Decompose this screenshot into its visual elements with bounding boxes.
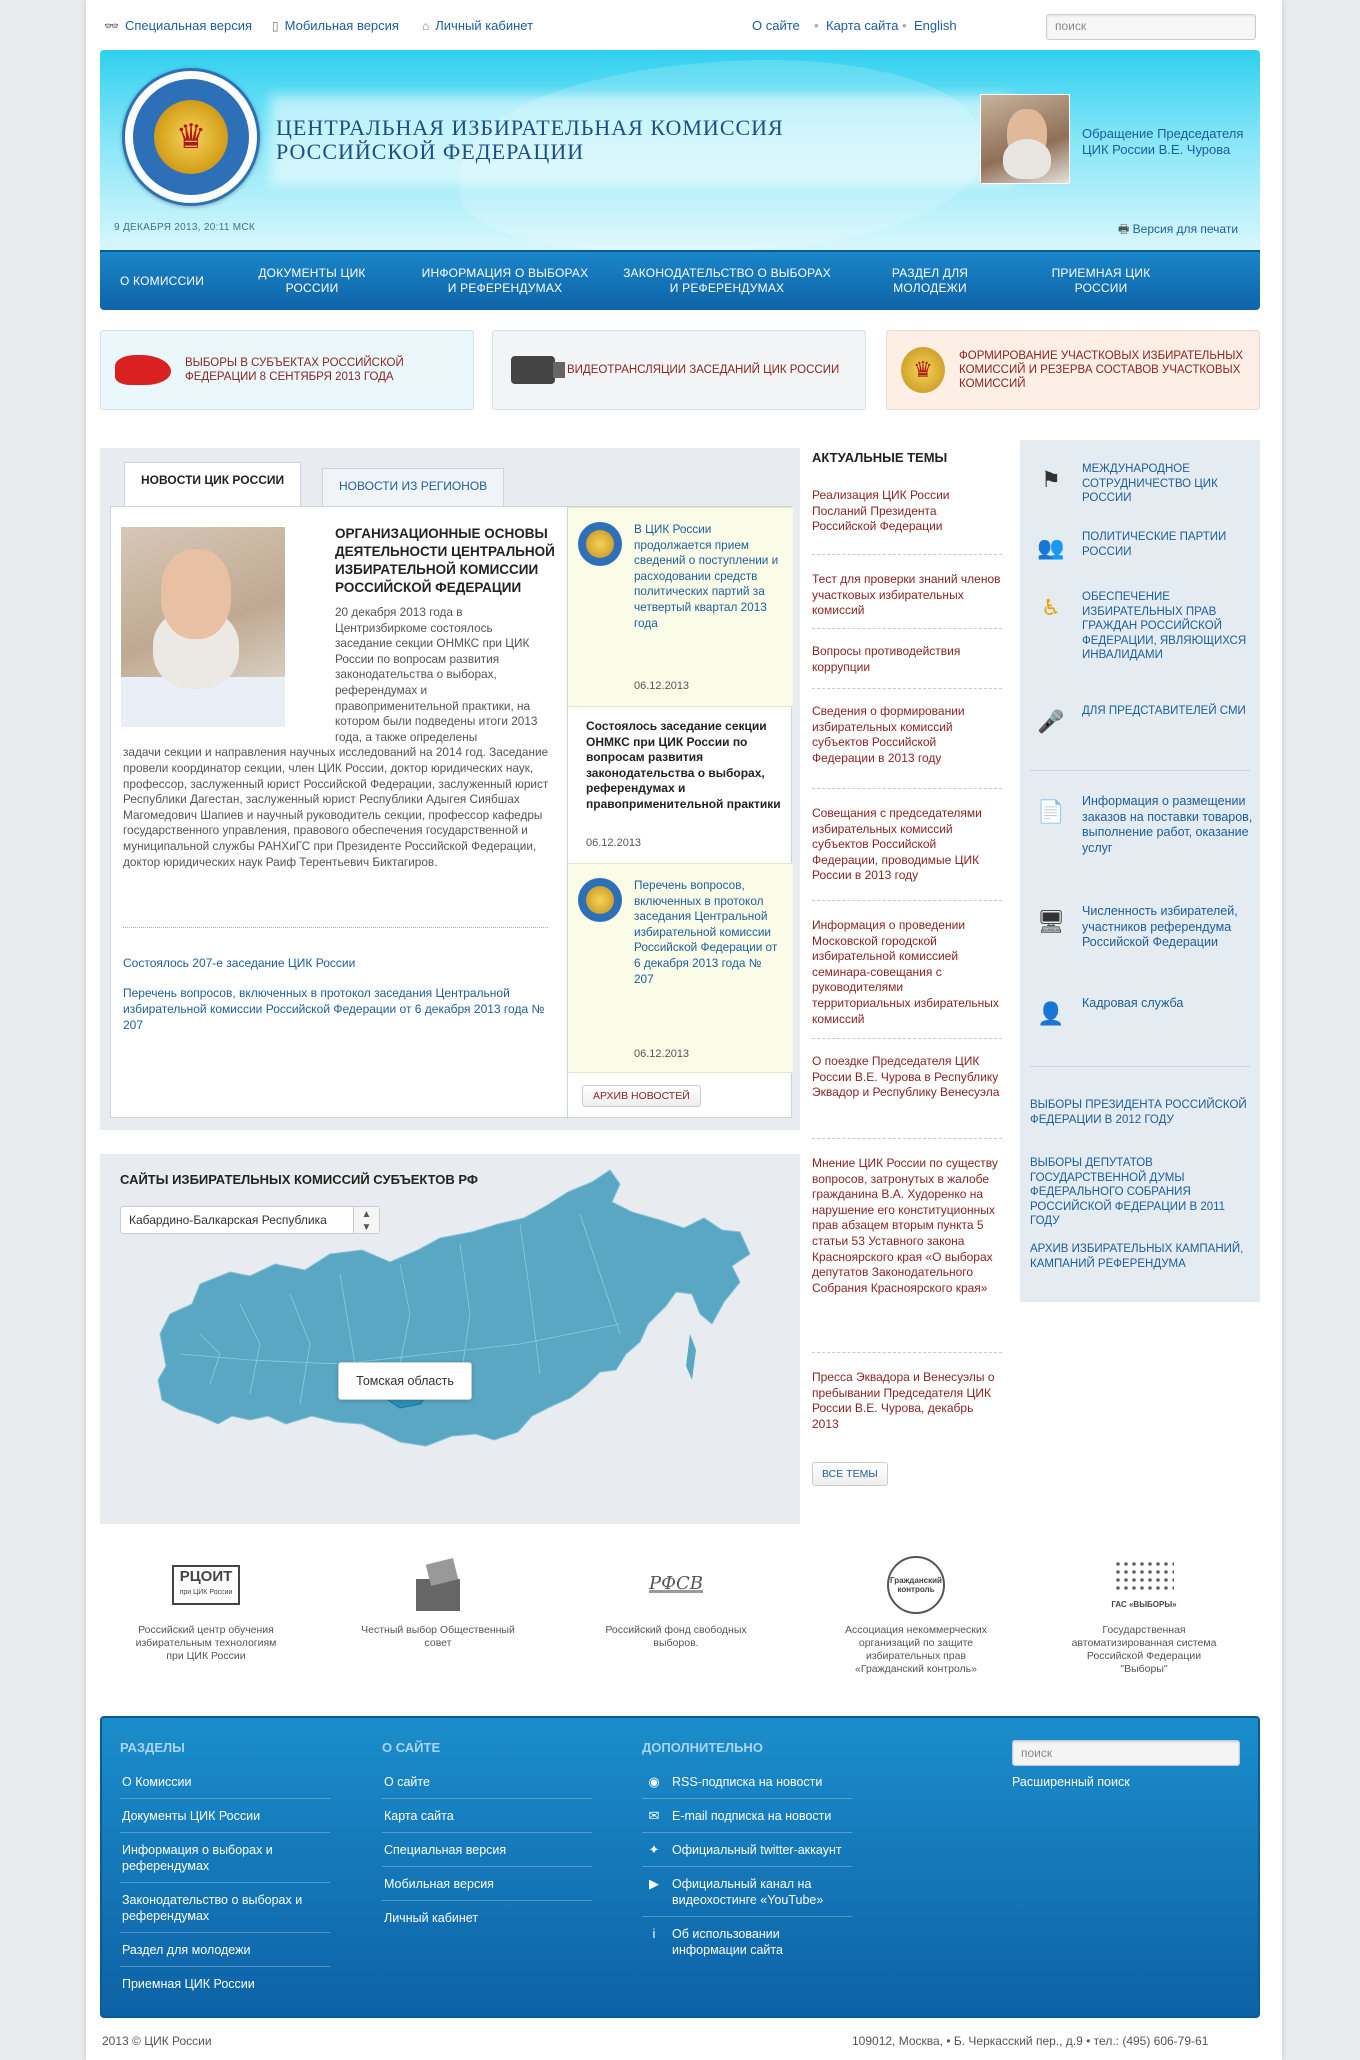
banner-elections-regions[interactable] (100, 330, 474, 410)
topic-link[interactable]: Информация о проведении Московской городской избирательной комиссией семинара-совещания с руководителями территориальных избирательных комиссий (812, 918, 999, 1026)
page (86, 0, 1282, 2060)
gas-vybory-logo: ГАС «ВЫБОРЫ» (1064, 1556, 1224, 1614)
civil-control-logo: Гражданский контроль (836, 1556, 996, 1614)
footer-link[interactable]: О сайте (384, 1775, 430, 1789)
chairman-address-link[interactable]: Обращение Председателя ЦИК России В.Е. Чурова (1082, 126, 1244, 157)
main-news-text (123, 605, 553, 870)
mobile-version-link[interactable] (272, 18, 399, 33)
phone-icon: ▯ (272, 18, 279, 33)
banner-label: ФОРМИРОВАНИЕ УЧАСТКОВЫХ ИЗБИРАТЕЛЬНЫХ КОМИССИЙ И РЕЗЕРВА СОСТАВОВ УЧАСТКОВЫХ КОМИССИЙ (959, 350, 1244, 390)
rss-icon: ◉ (648, 1774, 660, 1789)
topic-link[interactable]: О поездке Председателя ЦИК России В.Е. Чурова в Республику Эквадор и Республику Венесуэла (812, 1054, 1000, 1100)
sidebar-item-label: ОБЕСПЕЧЕНИЕ ИЗБИРАТЕЛЬНЫХ ПРАВ ГРАЖДАН РОССИЙСКОЙ ФЕДЕРАЦИИ, ЯВЛЯЮЩИХСЯ ИНВАЛИДАМИ (1082, 591, 1247, 661)
nav-item-6[interactable]: ПРИЕМНАЯ ЦИК РОССИИ (1051, 266, 1151, 295)
topic-link[interactable]: Сведения о формировании избирательных комиссий субъектов Российской Федерации в 2013 году (812, 704, 965, 765)
printer-icon: 🖶 (1118, 222, 1130, 236)
main-news-text-b: задачи секции и направления научных исследований на 2014 год. Заседание провели координатор секции, член ЦИК России, доктор юридических наук, профессор, заслуженный юрист Российской Федерации, заслуженный юрист Республики Дагестан, заслуженный юрист Республики Адыгея Сиябшах Магомедович Шапиев и научный руководитель секции, профессор кафедры государственного управления, правового обеспечения государственной и муниципальной службы РАНХиГС при Президенте Российской Федерации, доктор юридических наук Раиф Терентьевич Биктагиров. (123, 745, 549, 869)
sidebar-item-international[interactable] (1032, 462, 1254, 506)
news-archive-button[interactable]: АРХИВ НОВОСТЕЙ (582, 1085, 701, 1107)
partner-caption: Ассоциация некоммерческих организаций по защите избирательных прав «Гражданский контроль» (844, 1624, 987, 1675)
nav-item-2[interactable]: ДОКУМЕНТЫ ЦИК РОССИИ (258, 266, 366, 295)
footer-link[interactable]: Официальный twitter-аккаунт (672, 1843, 842, 1857)
cec-seal-icon (578, 522, 622, 566)
nav-item-5[interactable]: РАЗДЕЛ ДЛЯ МОЛОДЕЖИ (891, 266, 969, 295)
twitter-icon: ✦ (648, 1842, 660, 1857)
partner-caption: Государственная автоматизированная система Российской Федерации "Выборы" (1071, 1624, 1217, 1675)
tab-regional-news[interactable]: НОВОСТИ ИЗ РЕГИОНОВ (322, 468, 504, 506)
sitemap-link[interactable] (826, 18, 898, 33)
footer-heading-extra: ДОПОЛНИТЕЛЬНО (642, 1740, 763, 1755)
footer-link[interactable]: Приемная ЦИК России (122, 1977, 255, 1991)
side-news-date: 06.12.2013 (634, 1048, 690, 1060)
side-news-title[interactable]: Состоялось заседание секции ОНМКС при ЦИК России по вопросам развития законодательства о выборах, референдумах и правоприменительной практики (586, 719, 781, 811)
people-icon: 👥 (1037, 535, 1065, 560)
footer-link[interactable]: Законодательство о выборах и референдумах (122, 1893, 303, 1923)
partner-rcoit[interactable] (126, 1556, 286, 1663)
footer-link[interactable]: Официальный канал на видеохостинге «YouTube» (672, 1877, 824, 1907)
sidebar-item-disabled[interactable] (1032, 590, 1254, 663)
flags-icon: ⚑ (1041, 467, 1061, 492)
news-content (110, 506, 792, 1118)
user-icon: ⌂ (422, 18, 430, 33)
sidebar-link-archive[interactable]: АРХИВ ИЗБИРАТЕЛЬНЫХ КАМПАНИЙ, КАМПАНИЙ РЕФЕРЕНДУМА (1030, 1243, 1244, 1270)
footer-link[interactable]: E-mail подписка на новости (672, 1809, 832, 1823)
side-news-date: 06.12.2013 (634, 680, 690, 692)
select-arrows-icon: ▲ ▼ (353, 1207, 379, 1233)
all-topics-button[interactable]: ВСЕ ТЕМЫ (812, 1462, 888, 1486)
sakhalin-island (686, 1334, 696, 1380)
print-label: Версия для печати (1132, 222, 1239, 236)
sidebar-item-label: Численность избирателей, участников референдума Российской Федерации (1082, 904, 1238, 950)
tab-cec-news[interactable]: НОВОСТИ ЦИК РОССИИ (124, 462, 301, 508)
topic-link[interactable]: Мнение ЦИК России по существу вопросов, затронутых в жалобе гражданина В.А. Худоренко на нарушение его конституционных прав абзацем вторым пункта 5 статьи 53 Уставного закона Красноярского края «О выборах депутатов Законодательного Собрания Красноярского края» (812, 1156, 998, 1295)
mobile-version-label: Мобильная версия (284, 18, 399, 33)
advanced-search-link[interactable]: Расширенный поиск (1012, 1775, 1130, 1789)
site-title-line2: РОССИЙСКОЙ ФЕДЕРАЦИИ (276, 139, 585, 164)
top-search-input[interactable]: поиск (1046, 14, 1256, 40)
footer-link[interactable]: Специальная версия (384, 1843, 507, 1857)
nav-item-4[interactable]: ЗАКОНОДАТЕЛЬСТВО О ВЫБОРАХ И РЕФЕРЕНДУМАХ (623, 266, 831, 295)
cec-seal-icon (578, 878, 622, 922)
banner-commissions[interactable] (886, 330, 1260, 410)
sidebar-item-hr[interactable] (1032, 996, 1254, 1032)
site-header (100, 50, 1260, 250)
util-dot: • (814, 18, 819, 33)
sidebar-item-label: Информация о размещении заказов на поставки товаров, выполнение работ, оказание услуг (1082, 794, 1253, 855)
side-news-item[interactable] (568, 507, 793, 707)
glasses-icon: 👓 (104, 18, 119, 33)
chairman-photo[interactable] (980, 94, 1070, 184)
main-news-text-a: 20 декабря 2013 года в Центризбиркоме состоялось заседание секции ОНМКС при ЦИК России по вопросам развития законодательства о выборах, референдумах и правоприменительной практики, на котором были подведены итоги 2013 года, а также определены (335, 605, 538, 744)
sitemap-label: Карта сайта (826, 18, 899, 33)
util-dot: • (902, 18, 907, 33)
sidebar-item-parties[interactable] (1032, 530, 1254, 566)
footer-link[interactable]: Раздел для молодежи (122, 1943, 251, 1957)
rcoit-logo: РЦОИТ при ЦИК России (126, 1556, 286, 1614)
main-news-title[interactable]: ОРГАНИЗАЦИОННЫЕ ОСНОВЫ ДЕЯТЕЛЬНОСТИ ЦЕНТРАЛЬНОЙ ИЗБИРАТЕЛЬНОЙ КОМИССИИ РОССИЙСКОЙ ФЕДЕРАЦИИ (335, 526, 555, 595)
current-date: 9 ДЕКАБРЯ 2013, 20:11 МСК (114, 222, 256, 233)
sidebar-item-procurement[interactable] (1032, 794, 1254, 856)
sidebar-item-label: ДЛЯ ПРЕДСТАВИТЕЛЕЙ СМИ (1082, 705, 1246, 717)
sidebar-link-president-2012[interactable]: ВЫБОРЫ ПРЕЗИДЕНТА РОССИЙСКОЙ ФЕДЕРАЦИИ В 2012 ГОДУ (1030, 1099, 1247, 1126)
regions-map-panel (100, 1154, 800, 1524)
monitor-icon: 🖥 (1037, 909, 1065, 934)
side-news-date: 06.12.2013 (586, 837, 642, 849)
site-title[interactable] (276, 116, 784, 164)
topic-link[interactable]: Пресса Эквадора и Венесуэлы о пребывании Председателя ЦИК России В.Е. Чурова, декабрь 2013 (812, 1370, 995, 1431)
special-version-label: Специальная версия (124, 18, 252, 33)
about-label: О сайте (752, 18, 800, 33)
sidebar-item-label: ПОЛИТИЧЕСКИЕ ПАРТИИ РОССИИ (1082, 531, 1227, 558)
partner-gas-vybory[interactable] (1064, 1556, 1224, 1676)
topic-link[interactable]: Совещания с председателями избирательных комиссий субъектов Российской Федерации, проводимые ЦИК России в 2013 году (812, 806, 982, 883)
ballot-box-logo (358, 1556, 518, 1614)
contact-address: 109012, Москва, • Б. Черкасский пер., д.9 • тел.: (495) 606-79-61 (852, 2034, 1209, 2048)
news-link-207[interactable]: Состоялось 207-е заседание ЦИК России (123, 956, 356, 970)
nav-item-1[interactable]: О КОМИССИИ (119, 273, 205, 288)
footer-heading-sections: РАЗДЕЛЫ (120, 1740, 185, 1755)
nav-item-3[interactable]: ИНФОРМАЦИЯ О ВЫБОРАХ И РЕФЕРЕНДУМАХ (421, 266, 589, 295)
topic-link[interactable]: Тест для проверки знаний членов участковых избирательных комиссий (812, 572, 1001, 618)
footer-search-input[interactable]: поиск (1012, 1740, 1240, 1766)
partner-caption: Честный выбор Общественный совет (361, 1624, 515, 1649)
footer (100, 1716, 1260, 2018)
side-news-text: Перечень вопросов, включенных в протокол заседания Центральной избирательной комиссии Российской Федерации от 6 декабря 2013 года № 207 (634, 878, 778, 986)
footer-link[interactable]: Личный кабинет (384, 1911, 479, 1925)
cabinet-label: Личный кабинет (435, 18, 534, 33)
camera-icon (511, 356, 555, 384)
footer-link[interactable]: Информация о выборах и референдумах (122, 1843, 273, 1873)
cec-seal-logo[interactable] (122, 68, 260, 206)
info-icon: i (652, 1926, 656, 1941)
partner-free-elections-fund[interactable] (596, 1556, 756, 1650)
microphone-icon: 🎤 (1037, 709, 1065, 734)
topic-link[interactable]: Вопросы противодействия коррупции (812, 644, 961, 674)
sidebar-item-label: МЕЖДУНАРОДНОЕ СОТРУДНИЧЕСТВО ЦИК РОССИИ (1082, 463, 1218, 504)
footer-link[interactable]: Документы ЦИК России (122, 1809, 261, 1823)
russia-map[interactable] (100, 1154, 800, 1524)
banner-label: ВИДЕОТРАНСЛЯЦИИ ЗАСЕДАНИЙ ЦИК РОССИИ (567, 364, 840, 376)
site-title-line1: ЦЕНТРАЛЬНАЯ ИЗБИРАТЕЛЬНАЯ КОМИССИЯ (276, 115, 784, 140)
copyright: 2013 © ЦИК России (102, 2034, 212, 2048)
cabinet-link[interactable] (422, 18, 533, 33)
youtube-icon: ▶ (649, 1876, 659, 1891)
map-region-tooltip: Томская область (338, 1362, 472, 1400)
sidebar-item-voters-count[interactable] (1032, 904, 1254, 951)
document-icon: 📄 (1037, 799, 1065, 824)
topics-title: АКТУАЛЬНЫЕ ТЕМЫ (812, 450, 948, 465)
partner-caption: Российский фонд свободных выборов. (605, 1624, 747, 1649)
banner-label: ВЫБОРЫ В СУБЪЕКТАХ РОССИЙСКОЙ ФЕДЕРАЦИИ 8 СЕНТЯБРЯ 2013 ГОДА (185, 357, 404, 383)
coat-of-arms-icon: ♛ (901, 347, 945, 393)
footer-link[interactable]: Мобильная версия (384, 1877, 494, 1891)
sidebar-item-media[interactable] (1032, 704, 1254, 740)
map-title: САЙТЫ ИЗБИРАТЕЛЬНЫХ КОМИССИЙ СУБЪЕКТОВ РФ (120, 1172, 479, 1187)
sidebar-link-duma-2011[interactable]: ВЫБОРЫ ДЕПУТАТОВ ГОСУДАРСТВЕННОЙ ДУМЫ ФЕДЕРАЛЬНОГО СОБРАНИЯ РОССИЙСКОЙ ФЕДЕРАЦИИ В 2011 ГОДУ (1030, 1157, 1226, 1227)
footer-link[interactable]: Об использовании информации сайта (672, 1927, 783, 1957)
side-news-text: В ЦИК России продолжается прием сведений о поступлении и расходовании средств политических партий за четвертый квартал 2013 года (634, 522, 779, 630)
special-version-link[interactable] (104, 18, 252, 33)
partner-civil-control[interactable] (836, 1556, 996, 1676)
news-side-list (567, 507, 793, 1119)
english-link[interactable] (914, 18, 957, 33)
news-link-protocol[interactable]: Перечень вопросов, включенных в протокол заседания Центральной избирательной комиссии Российской Федерации от 6 декабря 2013 года № 207 (123, 986, 545, 1032)
print-version-link[interactable] (1118, 220, 1238, 241)
russia-map-icon (115, 355, 171, 385)
banner-video[interactable] (492, 330, 866, 410)
sidebar-item-label: Кадровая служба (1082, 996, 1184, 1010)
side-news-item[interactable] (568, 863, 793, 1073)
english-label: English (914, 18, 957, 33)
footer-link[interactable]: RSS-подписка на новости (672, 1775, 823, 1789)
mail-icon: ✉ (648, 1808, 660, 1823)
topic-link[interactable]: Реализация ЦИК России Посланий Президента Российской Федерации (812, 488, 950, 534)
wheelchair-icon: ♿ (1041, 595, 1061, 620)
region-select-value: Кабардино-Балкарская Республика (129, 1213, 327, 1227)
right-sidebar (1020, 440, 1260, 1302)
about-link[interactable] (752, 18, 800, 33)
news-panel (100, 448, 800, 1130)
rfsv-logo: РФСВ (648, 1573, 704, 1594)
footer-link[interactable]: Карта сайта (384, 1809, 454, 1823)
russia-map-shape (158, 1170, 750, 1446)
eagle-icon: ♛ (154, 100, 228, 174)
partner-fair-choice[interactable] (358, 1556, 518, 1650)
footer-link[interactable]: О Комиссии (122, 1775, 192, 1789)
footer-heading-site: О САЙТЕ (382, 1740, 441, 1755)
person-icon: 👤 (1037, 1001, 1065, 1026)
partner-caption: Российский центр обучения избирательным технологиям при ЦИК России (135, 1624, 277, 1662)
main-nav (100, 250, 1260, 310)
